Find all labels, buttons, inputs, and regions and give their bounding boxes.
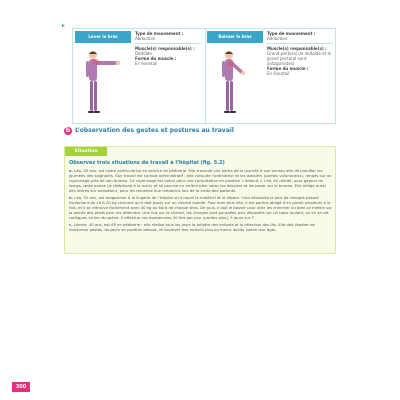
- paragraph-key: c.: [69, 222, 73, 227]
- situation-paragraph-b: [69, 195, 333, 220]
- shape-label: Forme du muscle :: [267, 66, 309, 71]
- movement-type-value: Abduction: [135, 36, 156, 41]
- muscles-value: Grand pectoral (le deltoïde et le grand pectoral sont antagonistes): [267, 51, 332, 66]
- shape-value: En éventail: [267, 71, 290, 76]
- muscles-label: Muscle(s) responsable(s) :: [267, 46, 327, 51]
- divider: [135, 43, 201, 44]
- shape-label: Forme du muscle :: [135, 56, 177, 61]
- paragraph-text: Léo, 52 ans, est magasinier à la lingerie de l’hôpital où il reçoit le matériel et le répare. Cela nécessite le port de charges pesant facilement de 10 à 20 kg chacune qu’il doit poser sur un chariot mobile. Pour aller plus vite, il est parfois obligé d’en porter plusieurs à la fois, et il se retrouve facilement avec 40 kg au bout de chaque bras. De plus, il doit le basser pour aller les chercher ou bien se mettre sur la pointe des pieds pour les atteindre. Une fois sur le chariot, les charges sont poussées puis déposées sur un tapis roulant, ou en se cot collègues va les récupérer. Il effectue ces manœuvres 20 fois par jour (parfois plus), 5 jours sur 7.: [69, 195, 332, 220]
- situation-paragraph-a: [69, 168, 333, 193]
- situation-text: [69, 168, 333, 234]
- muscles-value: Deltoïde: [135, 51, 152, 56]
- figure-raise-arm: [73, 43, 133, 125]
- paragraph-text: Léonie, 40 ans, est AP en pédiatrie : elle réalise tous les jours la toilette des enfants et la réfection des lits. Elle doit répéter de nombreux gestes, toujours en position debout, et soulever des enfants plus ou moins lourds (selon leur âge).: [69, 222, 315, 232]
- movement-type-label: Type de mouvement :: [267, 31, 316, 36]
- figure-lower-arm: [205, 43, 265, 125]
- situation-paragraph-c: [69, 222, 333, 232]
- arrow-marker-icon: ▸: [62, 22, 66, 29]
- situation-box: [64, 146, 336, 254]
- paragraph-key: a.: [69, 168, 74, 173]
- situation-title: Observez trois situations de travail à l’hôpital (fig. 5.2): [69, 160, 225, 166]
- table-col-raise-arm: [73, 29, 205, 123]
- woman-lowering-arm-illustration: [205, 43, 265, 125]
- movement-table: [72, 28, 336, 124]
- movement-type-value: Adduction: [267, 36, 288, 41]
- situation-header: Situation: [65, 147, 107, 156]
- shape-value: En éventail: [135, 61, 158, 66]
- table-col-lower-arm: [205, 29, 337, 123]
- section-title: L’observation des gestes et postures au travail: [75, 127, 234, 134]
- movement-type-label: Type de mouvement :: [135, 31, 184, 36]
- muscles-label: Muscle(s) responsable(s) :: [135, 46, 195, 51]
- raise-arm-details: [135, 31, 201, 123]
- col-header-lower-arm: Baisser le bras: [207, 31, 263, 43]
- page-number: 300: [12, 382, 30, 392]
- paragraph-text: Léa, 55 ans, est cadre puéricultrice en service de pédiatrie. Elle travaille une partie de la journée à son bureau afin de planifier les journées des soignants. Son travail est surtout administratif : elle consulte l’ordinateur et les dossiers (parfois volumineux), rangés sur un rayonnage près de son bureau. Ce rayonnage est prévu pour une consultation en position « debout ». Léa, en réalité, pour gagner du temps, reste assise (le téléphone à la main) et se penche en arrière pour saisir les dossiers et les poser sur le bureau. Elle rédige aussi des lettres sur ordinateur, pour les remettre aux médecins lors de la visite des patients.: [69, 168, 332, 193]
- woman-raising-arm-illustration: [73, 43, 133, 125]
- col-header-raise-arm: Lever le bras: [75, 31, 131, 43]
- section-badge: b: [65, 127, 71, 134]
- paragraph-key: b.: [69, 195, 74, 200]
- divider: [267, 43, 333, 44]
- lower-arm-details: [267, 31, 333, 123]
